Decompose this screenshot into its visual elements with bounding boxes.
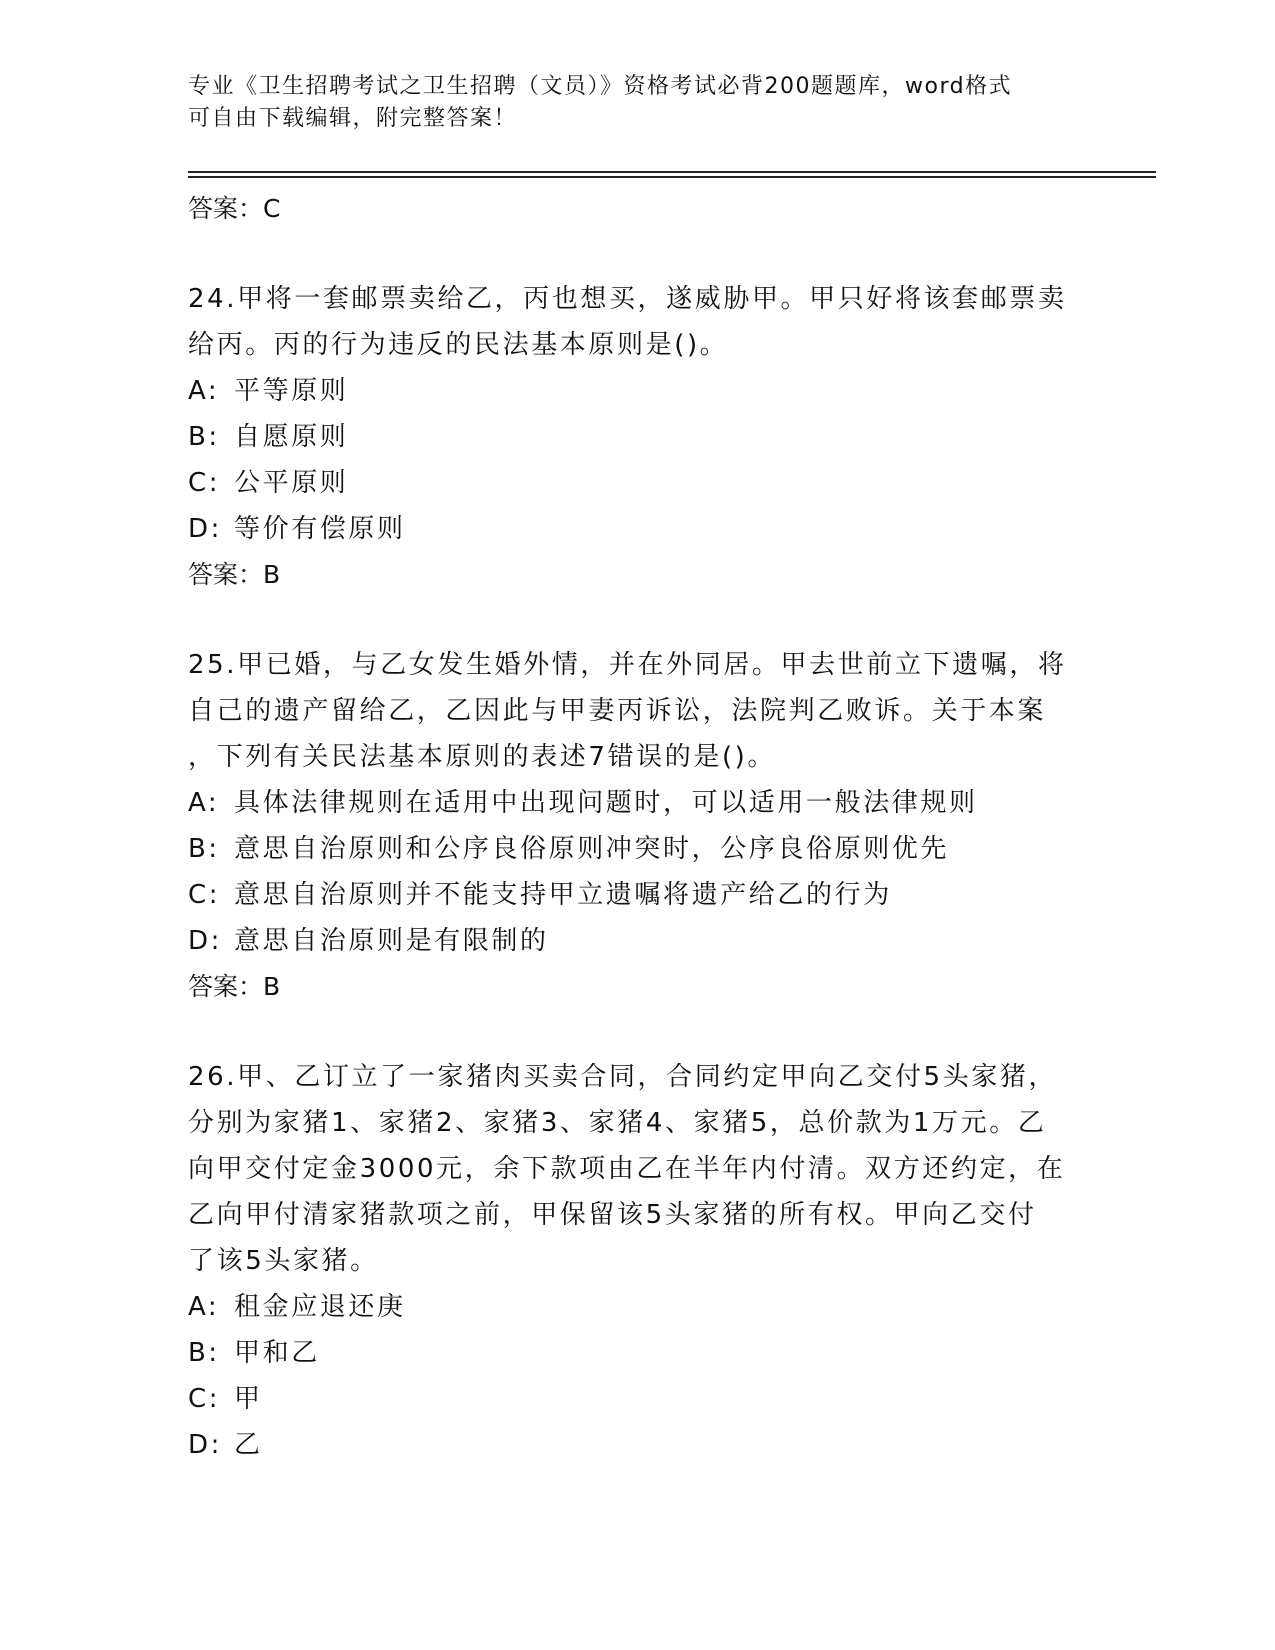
header-divider-top xyxy=(188,171,1156,173)
option-text: 平等原则 xyxy=(234,376,349,406)
option-text: 公平原则 xyxy=(234,468,349,498)
header-line-1: 专业《卫生招聘考试之卫生招聘（文员）》资格考试必背200题题库，word格式 xyxy=(188,74,1013,99)
question-content xyxy=(188,186,1088,1468)
option-d xyxy=(188,918,1088,964)
option-key: C: xyxy=(188,1384,221,1414)
option-a xyxy=(188,780,1088,826)
option-a xyxy=(188,368,1088,414)
question-text-line: 26.甲、乙订立了一家猪肉买卖合同，合同约定甲向乙交付5头家猪， xyxy=(188,1062,1058,1092)
question-text-line: 25.甲已婚，与乙女发生婚外情，并在外同居。甲去世前立下遗嘱，将 xyxy=(188,650,1067,680)
question-block xyxy=(188,642,1088,1010)
option-key: B: xyxy=(188,834,220,864)
answer-label: 答案：C xyxy=(188,194,281,223)
option-key: A: xyxy=(188,788,220,818)
option-b xyxy=(188,414,1088,460)
option-text: 意思自治原则和公序良俗原则冲突时，公序良俗原则优先 xyxy=(234,834,950,864)
option-b xyxy=(188,826,1088,872)
option-text: 意思自治原则并不能支持甲立遗嘱将遗产给乙的行为 xyxy=(234,880,892,910)
option-text: 等价有偿原则 xyxy=(234,514,406,544)
header-divider-bottom xyxy=(188,176,1156,178)
option-text: 自愿原则 xyxy=(234,422,349,452)
option-key: D: xyxy=(188,1430,222,1460)
option-key: C: xyxy=(188,880,221,910)
option-text: 意思自治原则是有限制的 xyxy=(234,926,549,956)
question-block xyxy=(188,276,1088,598)
option-key: B: xyxy=(188,1338,220,1368)
option-text: 具体法律规则在适用中出现问题时，可以适用一般法律规则 xyxy=(234,788,978,818)
option-b xyxy=(188,1330,1088,1376)
option-a xyxy=(188,1284,1088,1330)
question-block xyxy=(188,1054,1088,1468)
option-text: 乙 xyxy=(234,1430,263,1460)
option-c xyxy=(188,872,1088,918)
option-key: A: xyxy=(188,376,220,406)
option-key: B: xyxy=(188,422,220,452)
option-key: D: xyxy=(188,926,222,956)
answer-label: 答案：B xyxy=(188,972,281,1001)
question-text-line: 乙向甲付清家猪款项之前，甲保留该5头家猪的所有权。甲向乙交付 xyxy=(188,1200,1037,1230)
answer-label: 答案：B xyxy=(188,560,281,589)
option-key: D: xyxy=(188,514,222,544)
question-text-line: 了该5头家猪。 xyxy=(188,1246,379,1276)
question-text-line: 分别为家猪1、家猪2、家猪3、家猪4、家猪5，总价款为1万元。乙 xyxy=(188,1108,1047,1138)
option-c xyxy=(188,1376,1088,1422)
question-text-line: 自己的遗产留给乙，乙因此与甲妻丙诉讼，法院判乙败诉。关于本案 xyxy=(188,696,1047,726)
option-c xyxy=(188,460,1088,506)
option-d xyxy=(188,506,1088,552)
option-d xyxy=(188,1422,1088,1468)
header-line-2: 可自由下载编辑，附完整答案！ xyxy=(188,106,518,131)
option-text: 租金应退还庚 xyxy=(234,1292,406,1322)
question-text-line: 24.甲将一套邮票卖给乙，丙也想买，遂威胁甲。甲只好将该套邮票卖 xyxy=(188,284,1067,314)
option-text: 甲 xyxy=(234,1384,263,1414)
question-text-line: ，下列有关民法基本原则的表述7错误的是()。 xyxy=(188,742,777,772)
option-key: C: xyxy=(188,468,221,498)
question-text-line: 给丙。丙的行为违反的民法基本原则是()。 xyxy=(188,330,729,360)
option-key: A: xyxy=(188,1292,220,1322)
option-text: 甲和乙 xyxy=(234,1338,320,1368)
question-text-line: 向甲交付定金3000元，余下款项由乙在半年内付清。双方还约定，在 xyxy=(188,1154,1066,1184)
